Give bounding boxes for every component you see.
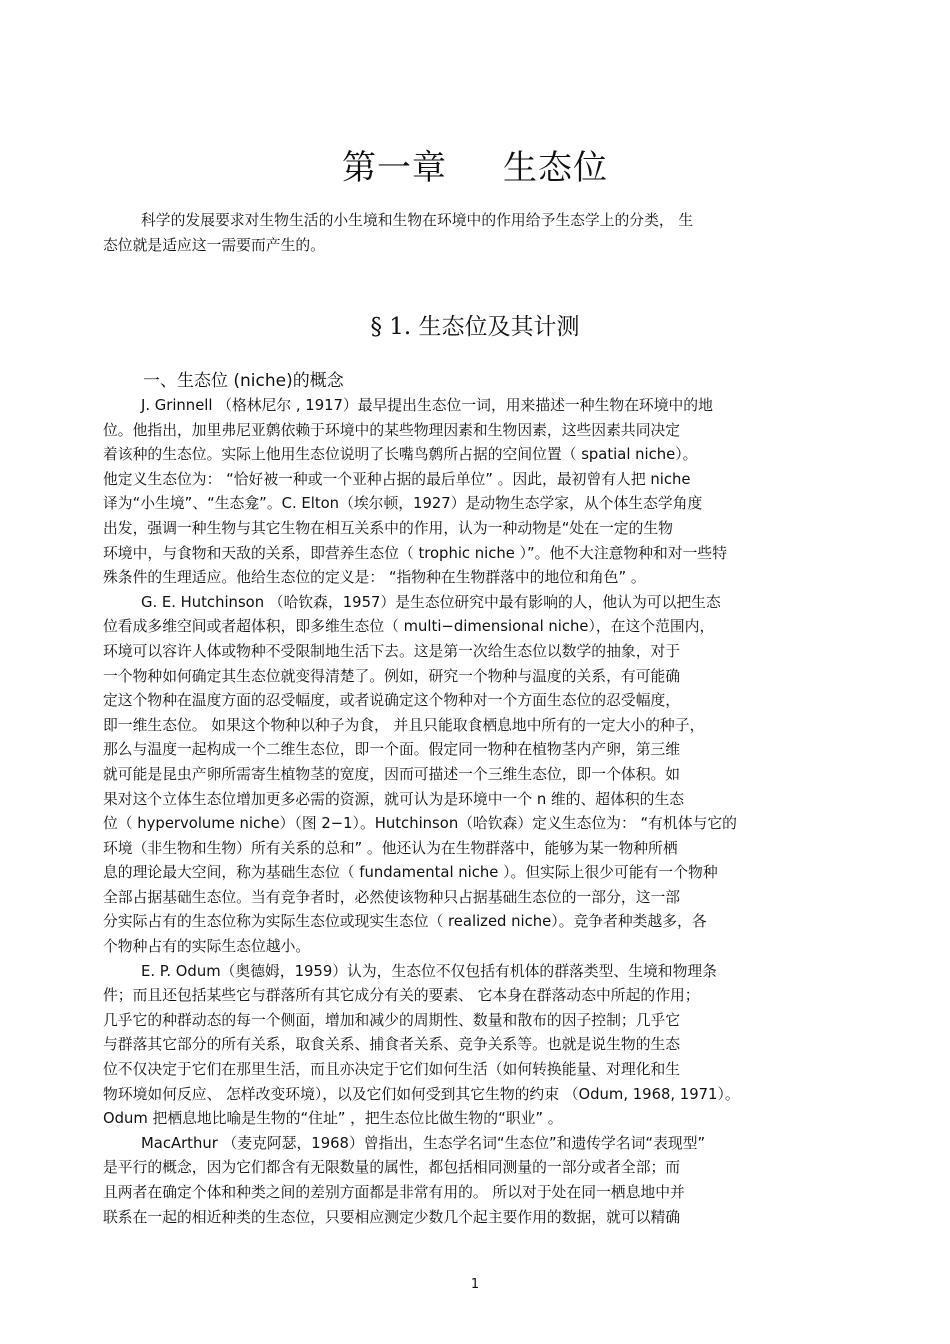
text-line: 个物种占有的实际生态位越小。 <box>103 938 311 956</box>
text-line: 科学的发展要求对生物生活的小生境和生物在环境中的作用给予生态学上的分类， 生 <box>141 212 694 229</box>
text-line: 位。他指出，加里弗尼亚鹩依赖于环境中的某些物理因素和生物因素，这些因素共同决定 <box>103 421 681 439</box>
text-line: 一个物种如何确定其生态位就变得清楚了。例如，研究一个物种与温度的关系，有可能确 <box>103 667 681 685</box>
text-line: 全部占据基础生态位。当有竞争者时，必然使该物种只占据基础生态位的一部分，这一部 <box>103 888 681 906</box>
text-line: 殊条件的生理适应。他给生态位的定义是： “指物种在生物群落中的地位和角色” 。 <box>103 569 646 587</box>
section-title: § 1. 生态位及其计测 <box>370 314 580 340</box>
text-line: 那么与温度一起构成一个二维生态位，即一个面。假定同一物种在植物茎内产卵，第三维 <box>103 741 681 759</box>
chapter-number: 第一章 <box>342 148 447 188</box>
text-line: 即一维生态位。 如果这个物种以种子为食， 并且只能取食栖息地中所有的一定大小的种子， <box>103 716 705 734</box>
intro-paragraph <box>103 209 853 258</box>
text-line: 与群落其它部分的所有关系，取食关系、捕食者关系、竞争关系等。也就是说生物的生态 <box>103 1036 681 1054</box>
text-line: 果对这个立体生态位增加更多必需的资源，就可认为是环境中一个 n 维的、超体积的生态 <box>103 790 685 808</box>
text-line: 联系在一起的相近种类的生态位，只要相应测定少数几个起主要作用的数据，就可以精确 <box>103 1208 681 1226</box>
text-line: 分实际占有的生态位称为实际生态位或现实生态位（ realized niche）。竞争者种类越多，各 <box>103 913 707 931</box>
text-line: 就可能是昆虫产卵所需寄生植物茎的宽度，因而可描述一个三维生态位，即一个体积。如 <box>103 765 681 783</box>
text-line: 定这个物种在温度方面的忍受幅度，或者说确定这个物种对一个方面生态位的忍受幅度， <box>103 692 681 710</box>
text-line: 态位就是适应这一需要而产生的。 <box>103 236 325 254</box>
text-line: 是平行的概念，因为它们都含有无限数量的属性，都包括相同测量的一部分或者全部；而 <box>103 1159 681 1177</box>
text-line: 出发，强调一种生物与其它生物在相互关系中的作用，认为一种动物是“处在一定的生物 <box>103 519 673 537</box>
text-line: J. Grinnell （格林尼尔 , 1917）最早提出生态位一词，用来描述一种生物在环境中的地 <box>141 397 713 414</box>
text-line: Odum 把栖息地比喻是生物的“住址” ，把生态位比做生物的“职业” 。 <box>103 1110 563 1128</box>
text-line: 环境中，与食物和天敌的关系，即营养生态位（ trophic niche ）”。他不大注意物种和对一些特 <box>103 544 728 562</box>
text-line: 位（ hypervolume niche）（图 2−1）。Hutchinson（哈钦森）定义生态位为： “有机体与它的 <box>103 815 737 833</box>
text-line: 几乎它的种群动态的每一个侧面，增加和减少的周期性、数量和散布的因子控制；几乎它 <box>103 1011 681 1029</box>
chapter-name: 生态位 <box>503 148 608 188</box>
text-line: MacArthur （麦克阿瑟，1968）曾指出，生态学名词“生态位”和遗传学名词“表现型” <box>141 1134 706 1152</box>
text-line: 位看成多维空间或者超体积，即多维生态位（ multi−dimensional niche），在这个范围内， <box>103 618 715 636</box>
page-number: 1 <box>470 1277 480 1292</box>
text-line: 环境（非生物和生物）所有关系的总和” 。他还认为在生物群落中，能够为某一物种所栖 <box>103 839 678 857</box>
chapter-title <box>0 140 950 189</box>
text-line: 物环境如何反应、 怎样改变环境），以及它们如何受到其它生物的约束 （Odum, 1968, 1971）。 <box>103 1085 740 1103</box>
text-line: 位不仅决定于它们在那里生活，而且亦决定于它们如何生活（如何转换能量、对理化和生 <box>103 1061 681 1079</box>
text-line: 他定义生态位为： “恰好被一种或一个亚种占据的最后单位” 。因此，最初曾有人把 niche <box>103 470 691 488</box>
text-line: 译为“小生境”、“生态龛”。C. Elton（埃尔顿，1927）是动物生态学家，从个体生态学角度 <box>103 495 703 513</box>
subsection-title: 一、生态位 (niche)的概念 <box>143 371 344 391</box>
text-line: 且两者在确定个体和种类之间的差别方面都是非常有用的。 所以对于处在同一栖息地中并 <box>103 1184 685 1201</box>
text-line: 件；而且还包括某些它与群落所有其它成分有关的要素、 它本身在群落动态中所起的作用； <box>103 987 700 1005</box>
text-line: 息的理论最大空间，称为基础生态位（ fundamental niche ）。但实际上很少可能有一个物种 <box>103 864 718 882</box>
text-line: 着该种的生态位。实际上他用生态位说明了长嘴鸟鹩所占据的空间位置（ spatial niche）。 <box>103 446 698 464</box>
body-text <box>103 394 853 1230</box>
text-line: E. P. Odum（奥德姆，1959）认为，生态位不仅包括有机体的群落类型、生境和物理条 <box>141 962 717 980</box>
text-line: G. E. Hutchinson （哈钦森，1957）是生态位研究中最有影响的人，他认为可以把生态 <box>141 593 721 611</box>
text-line: 环境可以容许人体或物种不受限制地生活下去。这是第一次给生态位以数学的抽象，对于 <box>103 642 681 660</box>
